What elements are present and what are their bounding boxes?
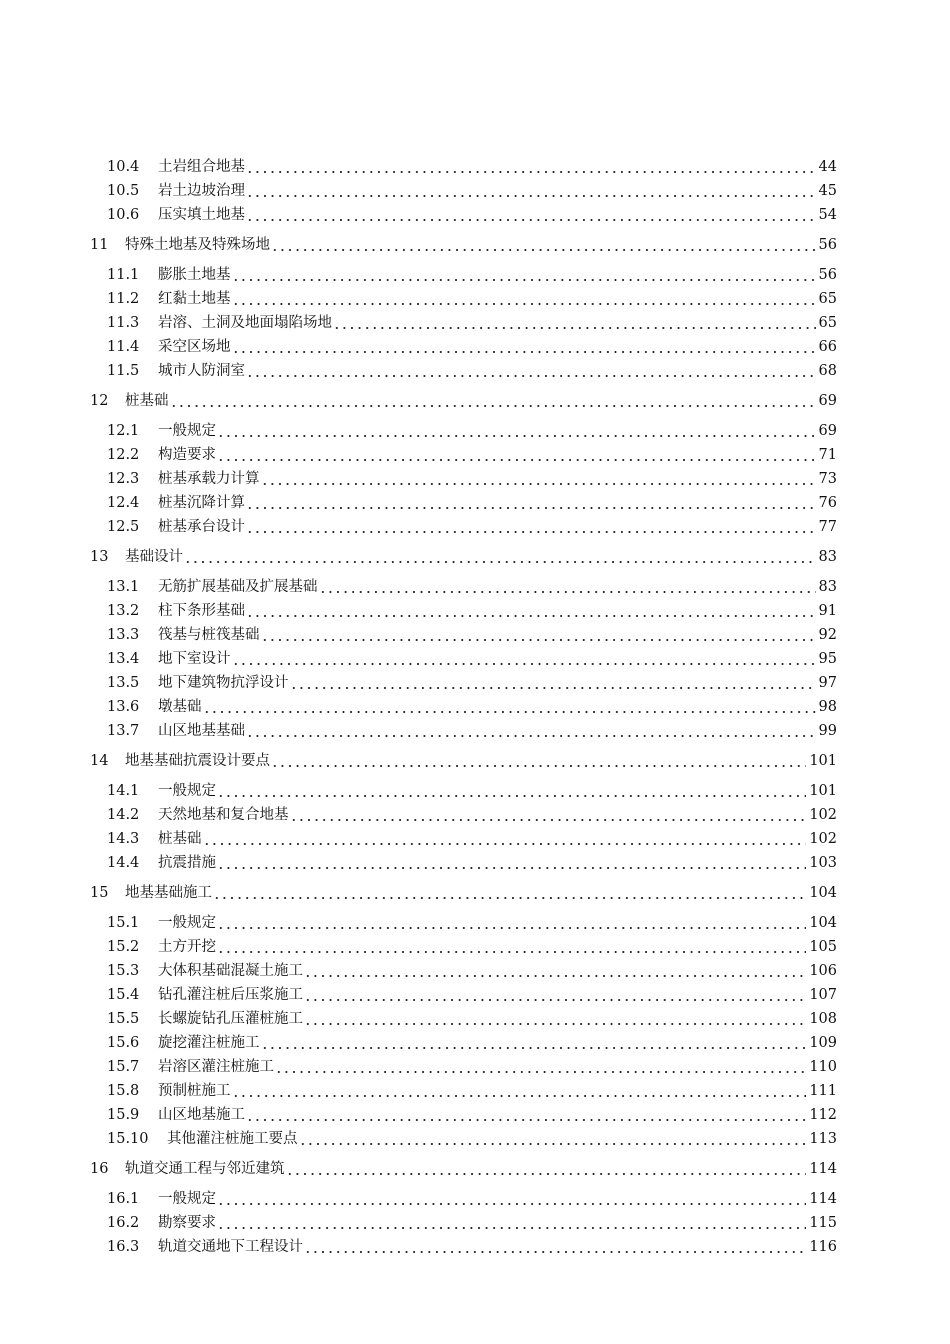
toc-title: 特殊土地基及特殊场地 bbox=[125, 234, 273, 256]
toc-title: 大体积基础混凝土施工 bbox=[158, 960, 306, 982]
toc-title: 山区地基施工 bbox=[158, 1104, 248, 1126]
toc-page-number: 76 bbox=[816, 492, 837, 514]
dot-leader bbox=[203, 828, 806, 850]
toc-page-number: 83 bbox=[816, 546, 837, 568]
toc-number: 11.1 bbox=[107, 267, 140, 283]
toc-page-number: 97 bbox=[816, 672, 837, 694]
toc-page-number: 69 bbox=[816, 420, 837, 442]
dot-leader bbox=[246, 204, 816, 226]
toc-section-row[interactable] bbox=[0, 600, 950, 622]
dot-leader bbox=[304, 960, 806, 982]
toc-number: 12.1 bbox=[107, 423, 140, 439]
toc-number: 10.6 bbox=[107, 207, 140, 223]
toc-number: 13 bbox=[90, 549, 109, 565]
toc-number: 15.3 bbox=[107, 963, 140, 979]
toc-number: 11.2 bbox=[107, 291, 140, 307]
toc-number: 13.5 bbox=[107, 675, 140, 691]
toc-page-number: 56 bbox=[816, 234, 837, 256]
toc-section-row[interactable] bbox=[0, 1236, 950, 1258]
toc-number: 13.2 bbox=[107, 603, 140, 619]
toc-title: 预制桩施工 bbox=[158, 1080, 234, 1102]
toc-title: 勘察要求 bbox=[158, 1212, 219, 1234]
toc-page-number: 102 bbox=[806, 804, 837, 826]
toc-section-row[interactable] bbox=[0, 288, 950, 310]
toc-section-row[interactable] bbox=[0, 1008, 950, 1030]
toc-number: 15.9 bbox=[107, 1107, 140, 1123]
toc-title: 压实填土地基 bbox=[158, 204, 248, 226]
dot-leader bbox=[217, 852, 806, 874]
toc-page-number: 105 bbox=[806, 936, 837, 958]
toc-title: 天然地基和复合地基 bbox=[158, 804, 292, 826]
toc-title: 桩基础 bbox=[125, 390, 172, 412]
toc-number: 14.3 bbox=[107, 831, 140, 847]
toc-page-number: 73 bbox=[816, 468, 837, 490]
toc-title: 红黏土地基 bbox=[158, 288, 234, 310]
toc-number: 12.4 bbox=[107, 495, 140, 511]
toc-number: 16 bbox=[90, 1161, 109, 1177]
toc-page-number: 92 bbox=[816, 624, 837, 646]
dot-leader bbox=[217, 936, 806, 958]
toc-title: 土岩组合地基 bbox=[158, 156, 248, 178]
toc-title: 岩溶区灌注桩施工 bbox=[158, 1056, 277, 1078]
toc-title: 桩基承载力计算 bbox=[158, 468, 263, 490]
toc-section-row[interactable] bbox=[0, 312, 950, 334]
toc-page-number: 83 bbox=[816, 576, 837, 598]
toc-page-number: 56 bbox=[816, 264, 837, 286]
dot-leader bbox=[290, 804, 806, 826]
toc-title: 岩土边坡治理 bbox=[158, 180, 248, 202]
toc-title: 无筋扩展基础及扩展基础 bbox=[158, 576, 321, 598]
dot-leader bbox=[286, 1158, 806, 1180]
toc-number: 16.1 bbox=[107, 1191, 140, 1207]
toc-title: 一般规定 bbox=[158, 420, 219, 442]
toc-page-number: 71 bbox=[816, 444, 837, 466]
dot-leader bbox=[271, 234, 816, 256]
dot-leader bbox=[333, 312, 816, 334]
dot-leader bbox=[246, 360, 816, 382]
toc-page-number: 91 bbox=[816, 600, 837, 622]
toc-section-row[interactable] bbox=[0, 516, 950, 538]
toc-number: 15.8 bbox=[107, 1083, 140, 1099]
toc-number: 12.3 bbox=[107, 471, 140, 487]
toc-title: 一般规定 bbox=[158, 1188, 219, 1210]
toc-page-number: 107 bbox=[806, 984, 837, 1006]
toc-page-number: 110 bbox=[806, 1056, 837, 1078]
toc-title: 墩基础 bbox=[158, 696, 205, 718]
toc-page-number: 65 bbox=[816, 312, 837, 334]
toc-page-number: 54 bbox=[816, 204, 837, 226]
toc-number: 15.5 bbox=[107, 1011, 140, 1027]
toc-section-row[interactable] bbox=[0, 444, 950, 466]
toc-title: 构造要求 bbox=[158, 444, 219, 466]
toc-number: 10.5 bbox=[107, 183, 140, 199]
dot-leader bbox=[217, 1188, 806, 1210]
dot-leader bbox=[304, 984, 806, 1006]
dot-leader bbox=[232, 336, 816, 358]
dot-leader bbox=[271, 750, 806, 772]
toc-number: 15.10 bbox=[107, 1131, 149, 1147]
toc-page-number: 66 bbox=[816, 336, 837, 358]
toc-section-row[interactable] bbox=[0, 468, 950, 490]
toc-page-number: 111 bbox=[806, 1080, 837, 1102]
dot-leader bbox=[246, 600, 816, 622]
toc-chapter-row[interactable] bbox=[0, 234, 950, 256]
toc-number: 14.4 bbox=[107, 855, 140, 871]
toc-page-number: 77 bbox=[816, 516, 837, 538]
dot-leader bbox=[299, 1128, 806, 1150]
dot-leader bbox=[261, 1032, 806, 1054]
toc-section-row[interactable] bbox=[0, 336, 950, 358]
toc-section-row[interactable] bbox=[0, 1128, 950, 1150]
dot-leader bbox=[304, 1008, 806, 1030]
toc-title: 旋挖灌注桩施工 bbox=[158, 1032, 263, 1054]
dot-leader bbox=[261, 468, 816, 490]
toc-title: 其他灌注桩施工要点 bbox=[167, 1128, 301, 1150]
toc-page-number: 115 bbox=[806, 1212, 837, 1234]
toc-page-number: 104 bbox=[806, 912, 837, 934]
dot-leader bbox=[184, 546, 816, 568]
toc-title: 轨道交通工程与邻近建筑 bbox=[125, 1158, 288, 1180]
toc-chapter-row[interactable] bbox=[0, 390, 950, 412]
toc-title: 抗震措施 bbox=[158, 852, 219, 874]
toc-page-number: 109 bbox=[806, 1032, 837, 1054]
toc-page-number: 104 bbox=[806, 882, 837, 904]
toc-page-number: 108 bbox=[806, 1008, 837, 1030]
toc-section-row[interactable] bbox=[0, 360, 950, 382]
toc-title: 长螺旋钻孔压灌桩施工 bbox=[158, 1008, 306, 1030]
toc-section-row[interactable] bbox=[0, 696, 950, 718]
dot-leader bbox=[304, 1236, 806, 1258]
toc-chapter-row[interactable] bbox=[0, 1158, 950, 1180]
toc-chapter-row[interactable] bbox=[0, 750, 950, 772]
dot-leader bbox=[246, 180, 816, 202]
toc-section-row[interactable] bbox=[0, 1188, 950, 1210]
toc-section-row[interactable] bbox=[0, 1080, 950, 1102]
toc-section-row[interactable] bbox=[0, 624, 950, 646]
toc-number: 10.4 bbox=[107, 159, 140, 175]
dot-leader bbox=[217, 780, 806, 802]
toc-page-number: 68 bbox=[816, 360, 837, 382]
toc-title: 土方开挖 bbox=[158, 936, 219, 958]
toc-section-row[interactable] bbox=[0, 420, 950, 442]
toc-section-row[interactable] bbox=[0, 672, 950, 694]
toc-section-row[interactable] bbox=[0, 804, 950, 826]
toc-page-number: 112 bbox=[806, 1104, 837, 1126]
toc-page-number: 44 bbox=[816, 156, 837, 178]
toc-number: 14 bbox=[90, 753, 109, 769]
toc-section-row[interactable] bbox=[0, 960, 950, 982]
dot-leader bbox=[232, 288, 816, 310]
toc-number: 13.7 bbox=[107, 723, 140, 739]
toc-number: 13.6 bbox=[107, 699, 140, 715]
dot-leader bbox=[213, 882, 806, 904]
toc-section-row[interactable] bbox=[0, 264, 950, 286]
toc-page-number: 113 bbox=[806, 1128, 837, 1150]
dot-leader bbox=[170, 390, 816, 412]
toc-title: 地基基础抗震设计要点 bbox=[125, 750, 273, 772]
toc-number: 16.2 bbox=[107, 1215, 140, 1231]
dot-leader bbox=[246, 720, 816, 742]
toc-chapter-row[interactable] bbox=[0, 882, 950, 904]
toc-title: 桩基沉降计算 bbox=[158, 492, 248, 514]
toc-section-row[interactable] bbox=[0, 648, 950, 670]
toc-page-number: 116 bbox=[806, 1236, 837, 1258]
toc-title: 一般规定 bbox=[158, 780, 219, 802]
dot-leader bbox=[232, 264, 816, 286]
dot-leader bbox=[217, 444, 816, 466]
toc-section-row[interactable] bbox=[0, 576, 950, 598]
dot-leader bbox=[275, 1056, 806, 1078]
toc-section-row[interactable] bbox=[0, 852, 950, 874]
toc-title: 城市人防洞室 bbox=[158, 360, 248, 382]
toc-number: 15.2 bbox=[107, 939, 140, 955]
toc-title: 柱下条形基础 bbox=[158, 600, 248, 622]
toc-section-row[interactable] bbox=[0, 984, 950, 1006]
toc-number: 15.4 bbox=[107, 987, 140, 1003]
toc-section-row[interactable] bbox=[0, 180, 950, 202]
toc-section-row[interactable] bbox=[0, 1056, 950, 1078]
toc-page-number: 98 bbox=[816, 696, 837, 718]
toc-title: 岩溶、土洞及地面塌陷场地 bbox=[158, 312, 335, 334]
toc-number: 11.3 bbox=[107, 315, 140, 331]
toc-section-row[interactable] bbox=[0, 492, 950, 514]
toc-page-number: 99 bbox=[816, 720, 837, 742]
toc-number: 13.4 bbox=[107, 651, 140, 667]
toc-title: 轨道交通地下工程设计 bbox=[158, 1236, 306, 1258]
toc-number: 15.7 bbox=[107, 1059, 140, 1075]
dot-leader bbox=[246, 516, 816, 538]
toc-title: 筏基与桩筏基础 bbox=[158, 624, 263, 646]
toc-number: 14.1 bbox=[107, 783, 140, 799]
toc-title: 膨胀土地基 bbox=[158, 264, 234, 286]
toc-page-number: 69 bbox=[816, 390, 837, 412]
toc-title: 基础设计 bbox=[125, 546, 186, 568]
dot-leader bbox=[319, 576, 816, 598]
toc-title: 桩基承台设计 bbox=[158, 516, 248, 538]
toc-page-number: 95 bbox=[816, 648, 837, 670]
toc-section-row[interactable] bbox=[0, 1032, 950, 1054]
toc-number: 14.2 bbox=[107, 807, 140, 823]
toc-title: 地下室设计 bbox=[158, 648, 234, 670]
toc-section-row[interactable] bbox=[0, 912, 950, 934]
toc-number: 13.3 bbox=[107, 627, 140, 643]
toc-title: 钻孔灌注桩后压浆施工 bbox=[158, 984, 306, 1006]
toc-section-row[interactable] bbox=[0, 1212, 950, 1234]
toc-number: 13.1 bbox=[107, 579, 140, 595]
dot-leader bbox=[261, 624, 816, 646]
toc-number: 12.2 bbox=[107, 447, 140, 463]
dot-leader bbox=[246, 156, 816, 178]
dot-leader bbox=[290, 672, 816, 694]
dot-leader bbox=[232, 648, 816, 670]
toc-page-number: 65 bbox=[816, 288, 837, 310]
toc-section-row[interactable] bbox=[0, 156, 950, 178]
toc-title: 采空区场地 bbox=[158, 336, 234, 358]
toc-section-row[interactable] bbox=[0, 780, 950, 802]
toc-section-row[interactable] bbox=[0, 936, 950, 958]
toc-section-row[interactable] bbox=[0, 828, 950, 850]
toc-number: 16.3 bbox=[107, 1239, 140, 1255]
toc-title: 地基基础施工 bbox=[125, 882, 215, 904]
toc-page-number: 101 bbox=[806, 780, 837, 802]
toc-number: 12 bbox=[90, 393, 109, 409]
toc-number: 11 bbox=[90, 237, 109, 253]
toc-number: 11.5 bbox=[107, 363, 140, 379]
toc-section-row[interactable] bbox=[0, 720, 950, 742]
toc-section-row[interactable] bbox=[0, 1104, 950, 1126]
dot-leader bbox=[217, 912, 806, 934]
toc-number: 15.1 bbox=[107, 915, 140, 931]
toc-page-number: 106 bbox=[806, 960, 837, 982]
toc-page-number: 45 bbox=[816, 180, 837, 202]
toc-page-number: 101 bbox=[806, 750, 837, 772]
dot-leader bbox=[217, 1212, 806, 1234]
toc-page-number: 114 bbox=[806, 1188, 837, 1210]
dot-leader bbox=[232, 1080, 806, 1102]
toc-number: 15.6 bbox=[107, 1035, 140, 1051]
dot-leader bbox=[246, 1104, 806, 1126]
toc-title: 山区地基基础 bbox=[158, 720, 248, 742]
toc-page-number: 114 bbox=[806, 1158, 837, 1180]
toc-chapter-row[interactable] bbox=[0, 546, 950, 568]
toc-page-number: 103 bbox=[806, 852, 837, 874]
dot-leader bbox=[203, 696, 816, 718]
dot-leader bbox=[217, 420, 816, 442]
toc-number: 15 bbox=[90, 885, 109, 901]
toc-number: 12.5 bbox=[107, 519, 140, 535]
dot-leader bbox=[246, 492, 816, 514]
toc-page-number: 102 bbox=[806, 828, 837, 850]
toc-title: 一般规定 bbox=[158, 912, 219, 934]
toc-section-row[interactable] bbox=[0, 204, 950, 226]
toc-number: 11.4 bbox=[107, 339, 140, 355]
toc-title: 桩基础 bbox=[158, 828, 205, 850]
toc-title: 地下建筑物抗浮设计 bbox=[158, 672, 292, 694]
